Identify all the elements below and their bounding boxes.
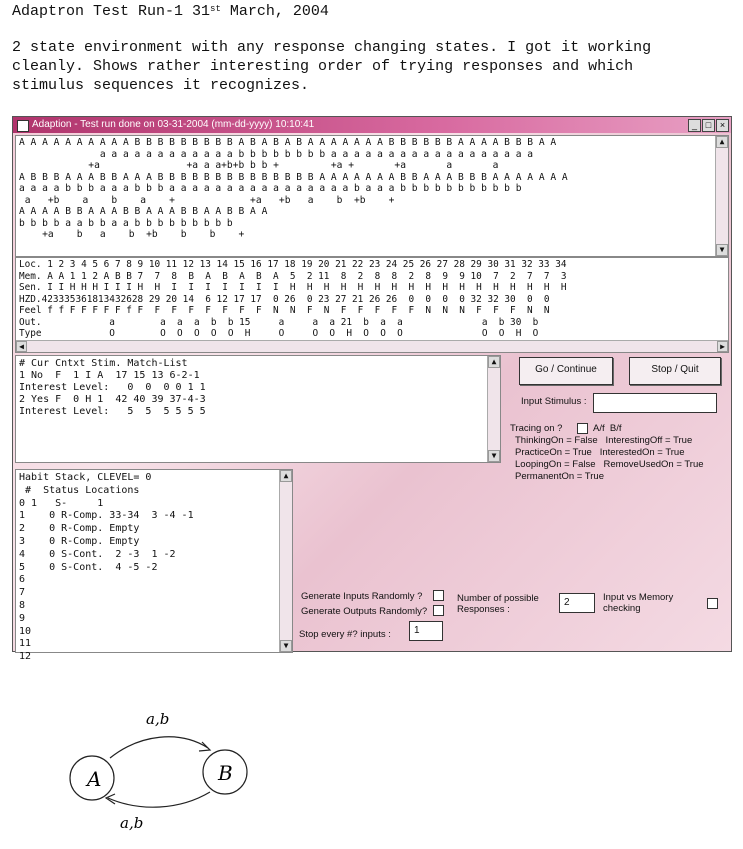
adaptron-window (12, 116, 732, 663)
scroll-up-icon[interactable]: ▲ (716, 136, 728, 148)
scroll-up-icon[interactable]: ▲ (488, 356, 500, 368)
arrow-a-to-b (110, 737, 208, 758)
status-line-2: PracticeOn = True InterestedOn = True (515, 447, 685, 458)
arrow-b-to-a (108, 792, 210, 807)
status-line-3: LoopingOn = False RemoveUsedOn = True (515, 459, 704, 470)
sequence-vscroll[interactable] (715, 136, 728, 256)
page-heading (12, 2, 329, 21)
input-stimulus-field[interactable] (593, 393, 717, 413)
gen-inputs-label: Generate Inputs Randomly ? (301, 591, 423, 602)
scroll-up-icon[interactable]: ▲ (280, 470, 292, 482)
bottom-transition-label: a,b (120, 814, 144, 832)
scroll-left-icon[interactable]: ◀ (16, 341, 27, 352)
stop-every-field[interactable]: 1 (409, 621, 443, 641)
heading-suffix: March, 2004 (220, 3, 329, 20)
scroll-down-icon[interactable]: ▼ (716, 244, 728, 256)
habit-stack-panel[interactable] (15, 469, 293, 663)
description-text: 2 state environment with any response changing states. I got it working cleanly. Shows rather interesting order of trying responses and which stimulus sequences it recognizes. (12, 39, 652, 94)
maximize-button[interactable]: □ (702, 119, 715, 132)
minimize-button[interactable]: _ (688, 119, 701, 132)
match-list-panel[interactable] (15, 355, 501, 463)
gen-inputs-checkbox[interactable] (433, 590, 444, 601)
stop-every-label: Stop every #? inputs : (299, 629, 391, 640)
state-diagram (60, 702, 280, 832)
window-title: Adaption - Test run done on 03-31-2004 (mm-dd-yyyy) 10:10:41 (32, 119, 315, 130)
memory-grid-text: Loc. 1 2 3 4 5 6 7 8 9 10 11 12 13 14 15 16 17 18 19 20 21 22 23 24 25 26 27 28 29 30 31 32 33 34 Mem. A A 1 1 2 A B B 7 7 8 B A B A B A 5 2 11 8 2 8 8 2 8 9 9 10 7 2 7 7 3 Sen. I I H H H I I I H H I I I I I I I H H H H H H H H H H H H H H H H H HZD.423335361813432628 29 20 14 6 12 17 17 0 26 0 23 27 21 26 26 0 0 0 0 32 32 30 0 0 Feel f f F F F F F f F F F F F F F F N N F N F F F F F N N N F F F N N Out. a a a a b b 15 a a a 21 b a a a b 30 b Type O O O O O O H O O O H O O O O O H O (19, 259, 567, 339)
status-line-4: PermanentOn = True (515, 471, 604, 482)
match-list-text: # Cur Cntxt Stim. Match-List 1 No F 1 I A 17 15 13 6-2-1 Interest Level: 0 0 0 0 1 1 2 Yes F 0 H 1 42 40 39 37-4-3 Interest Level: 5 5 5 5 5 5 (19, 358, 206, 417)
scroll-down-icon[interactable]: ▼ (280, 640, 292, 652)
tracing-options: A/f B/f (593, 423, 622, 434)
grid-hscroll[interactable] (16, 340, 728, 352)
sequence-panel[interactable] (15, 135, 729, 257)
match-vscroll[interactable] (487, 356, 500, 462)
window-buttons (688, 119, 729, 132)
tracing-label: Tracing on ? (510, 423, 563, 434)
habit-vscroll[interactable] (279, 470, 292, 652)
title-bar[interactable] (13, 117, 731, 133)
sequence-text: A A A A A A A A A A B B B B B B B B B A B A B A B A A A A A A A B B B B B B A A A A B B B A A a a a a a a a a a a a a b b b b b b b b a a a a a a a a a a a a a a a a a a +a +a a a+b+b b b + +a + +a a a A B B B A A A B B A A A B B B B B B B B B B B B B B A A A A A A A B B A A A B B B A A A A A A A a a a a b b b a a a b b b a a a a a a a a a a a a a a a a b a a a b b b b b b b b b b b a +b a b a + +a +b a b +b + A A A A B B A A A B B A A A B B A A B B A A b b b b a a b b a a b b b b b b b b b +a b a b +b b b + (19, 137, 568, 240)
gen-outputs-checkbox[interactable] (433, 605, 444, 616)
memory-grid-panel[interactable] (15, 257, 729, 353)
memory-check-checkbox[interactable] (707, 598, 718, 609)
top-transition-label: a,b (146, 710, 170, 728)
app-icon (17, 120, 29, 132)
heading-sup: st (210, 4, 221, 14)
gen-outputs-label: Generate Outputs Randomly? (301, 606, 428, 617)
habit-stack-text: Habit Stack, CLEVEL= 0 # Status Locations 0 1 S- 1 1 0 R-Comp. 33-34 3 -4 -1 2 0 R-Comp. Empty 3 0 R-Comp. Empty 4 0 S-Cont. 2 -3 1 -2 5 0 S-Cont. 4 -5 -2 6 7 8 9 10 11 12 (19, 472, 194, 663)
go-continue-button[interactable]: Go / Continue (519, 357, 613, 385)
status-line-1: ThinkingOn = False InterestingOff = True (515, 435, 693, 446)
input-stimulus-label: Input Stimulus : (521, 396, 587, 407)
close-button[interactable]: × (716, 119, 729, 132)
state-a-label: A (87, 767, 102, 791)
num-responses-label: Number of possible Responses : (457, 593, 539, 615)
memory-check-label: Input vs Memory checking (603, 592, 674, 614)
stop-quit-button[interactable]: Stop / Quit (629, 357, 721, 385)
heading-prefix: Adaptron Test Run-1 31 (12, 3, 211, 20)
tracing-checkbox[interactable] (577, 423, 588, 434)
scroll-right-icon[interactable]: ▶ (717, 341, 728, 352)
num-responses-field[interactable]: 2 (559, 593, 595, 613)
state-b-label: B (218, 761, 233, 785)
scroll-down-icon[interactable]: ▼ (488, 450, 500, 462)
